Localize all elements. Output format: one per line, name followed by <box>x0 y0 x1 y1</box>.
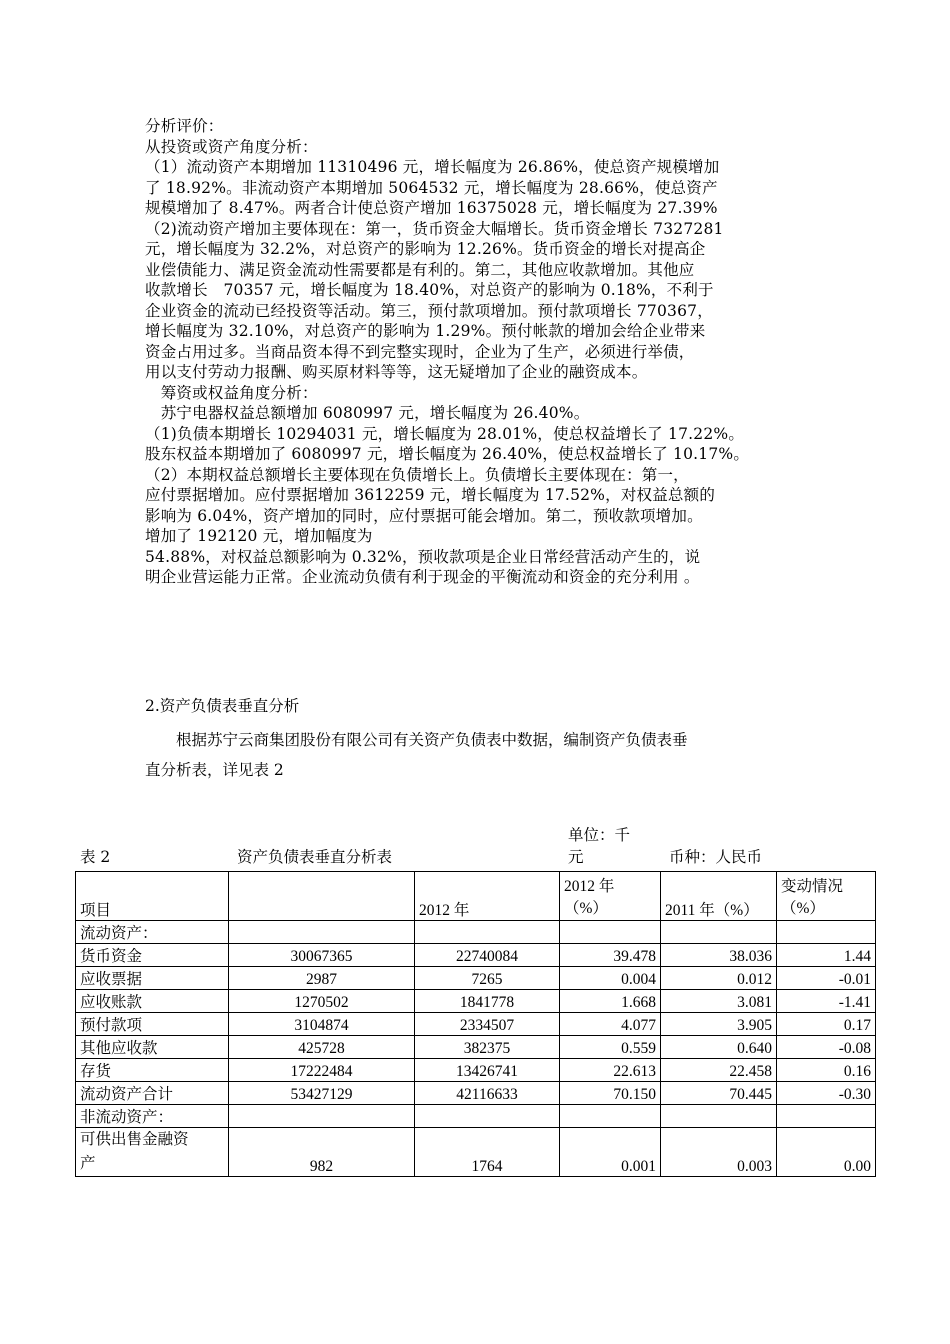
equity-line: 应付票据增加。应付票据增加 3612259 元，增长幅度为 17.52%，对权益总额的 <box>145 486 716 504</box>
cell-a: 30067365 <box>229 944 415 967</box>
cell-change <box>777 921 876 944</box>
cell-item: 其他应收款 <box>76 1036 229 1059</box>
cell-p2011: 0.640 <box>661 1036 777 1059</box>
header-2012-pct-line2: （%） <box>564 900 608 917</box>
cell-change: 0.00 <box>777 1128 876 1177</box>
header-col2 <box>229 872 415 921</box>
equity-line: 54.88%，对权益总额影响为 0.32%，预收款项是企业日常经营活动产生的，说 <box>145 547 701 566</box>
asset-line: 元，增长幅度为 32.2%，对总资产的影响为 12.26%。货币资金的增长对提高企 <box>145 240 706 258</box>
cell-item: 流动资产： <box>76 921 229 944</box>
cell-item <box>76 1128 229 1177</box>
cell-change: -0.01 <box>777 967 876 990</box>
cell-p2012: 0.001 <box>560 1128 661 1177</box>
intro-line: 根据苏宁云商集团股份有限公司有关资产负债表中数据，编制资产负债表垂 <box>145 731 688 749</box>
cell-a <box>229 921 415 944</box>
cell-change: 1.44 <box>777 944 876 967</box>
analysis-section <box>145 116 825 588</box>
cell-item: 非流动资产： <box>76 1105 229 1128</box>
equity-line: 增加了 192120 元，增加幅度为 <box>145 527 373 545</box>
table-row <box>76 921 876 944</box>
vertical-analysis-table <box>75 871 876 1177</box>
equity-line: 明企业营运能力正常。企业流动负债有利于现金的平衡流动和资金的充分利用 。 <box>145 568 700 586</box>
cell-b <box>415 1105 560 1128</box>
asset-line: 企业资金的流动已经投资等活动。第三，预付款项增加。预付款项增长 770367， <box>145 301 713 320</box>
equity-line: （1)负债本期增长 10294031 元，增长幅度为 28.01%，使总权益增长了 17.22%。 <box>145 424 745 443</box>
table-row <box>76 1082 876 1105</box>
cell-p2012: 1.668 <box>560 990 661 1013</box>
cell-a: 2987 <box>229 967 415 990</box>
cell-p2012: 22.613 <box>560 1059 661 1082</box>
header-change-line1: 变动情况 <box>781 878 844 895</box>
table-header-row <box>76 872 876 921</box>
cell-p2011: 0.012 <box>661 967 777 990</box>
asset-line: 资金占用过多。当商品资本得不到完整实现时，企业为了生产，必须进行举债， <box>145 342 695 361</box>
equity-line: （2）本期权益总额增长主要体现在负债增长上。负债增长主要体现在：第一， <box>145 465 689 484</box>
table-title: 资产负债表垂直分析表 <box>237 848 393 866</box>
table-row <box>76 1059 876 1082</box>
cell-a: 982 <box>229 1128 415 1177</box>
header-item: 项目 <box>76 872 229 921</box>
cell-p2012 <box>560 921 661 944</box>
table-row <box>76 1105 876 1128</box>
cell-b: 1841778 <box>415 990 560 1013</box>
asset-line: （1）流动资产本期增加 11310496 元，增长幅度为 26.86%，使总资产规模增加 <box>145 158 720 176</box>
cell-change: 0.16 <box>777 1059 876 1082</box>
currency-label: 币种：人民币 <box>669 848 763 866</box>
asset-line: 了 18.92%。非流动资产本期增加 5064532 元，增长幅度为 28.66%，使总资产 <box>145 178 718 197</box>
table-row <box>76 1013 876 1036</box>
cell-p2011: 70.445 <box>661 1082 777 1105</box>
cell-item: 预付款项 <box>76 1013 229 1036</box>
cell-a: 3104874 <box>229 1013 415 1036</box>
cell-p2012 <box>560 1105 661 1128</box>
cell-item: 应收账款 <box>76 990 229 1013</box>
cell-b: 7265 <box>415 967 560 990</box>
cell-b: 1764 <box>415 1128 560 1177</box>
cell-b: 22740084 <box>415 944 560 967</box>
cell-item: 货币资金 <box>76 944 229 967</box>
table-label: 表 2 <box>80 848 111 866</box>
cell-change: -0.30 <box>777 1082 876 1105</box>
cell-change: -1.41 <box>777 990 876 1013</box>
table-row <box>76 1128 876 1177</box>
cell-b: 2334507 <box>415 1013 560 1036</box>
asset-line: 规模增加了 8.47%。两者合计使总资产增加 16375028 元，增长幅度为 27.39% <box>145 199 718 217</box>
cell-b: 42116633 <box>415 1082 560 1105</box>
intro-line: 直分析表，详见表 2 <box>145 761 284 779</box>
asset-line: 用以支付劳动力报酬、购买原材料等等，这无疑增加了企业的融资成本。 <box>145 363 648 381</box>
cell-p2011: 0.003 <box>661 1128 777 1177</box>
cell-item: 存货 <box>76 1059 229 1082</box>
cell-p2011 <box>661 1105 777 1128</box>
table-row <box>76 944 876 967</box>
header-2012-pct-line1: 2012 年 <box>564 878 615 895</box>
asset-line: 增长幅度为 32.10%，对总资产的影响为 1.29%。预付帐款的增加会给企业带来 <box>145 322 706 340</box>
equity-line: 影响为 6.04%，资产增加的同时，应付票据可能会增加。第二，预收款项增加。 <box>145 506 703 525</box>
header-2011-pct: 2011 年（%） <box>661 872 777 921</box>
cell-p2011 <box>661 921 777 944</box>
header-2012-pct <box>560 872 661 921</box>
asset-analysis-heading: 从投资或资产角度分析： <box>145 137 318 156</box>
cell-item: 流动资产合计 <box>76 1082 229 1105</box>
cell-a <box>229 1105 415 1128</box>
cell-change <box>777 1105 876 1128</box>
cell-item-line2: 产 <box>80 1155 96 1172</box>
cell-item: 应收票据 <box>76 967 229 990</box>
cell-change: -0.08 <box>777 1036 876 1059</box>
cell-b: 382375 <box>415 1036 560 1059</box>
table-row <box>76 967 876 990</box>
cell-p2012: 39.478 <box>560 944 661 967</box>
cell-a: 1270502 <box>229 990 415 1013</box>
equity-line: 股东权益本期增加了 6080997 元，增长幅度为 26.40%，使总权益增长了 10.17%。 <box>145 445 750 463</box>
table-row <box>76 1036 876 1059</box>
cell-p2011: 22.458 <box>661 1059 777 1082</box>
cell-a: 17222484 <box>229 1059 415 1082</box>
unit-label-line1: 单位：千 <box>568 826 631 844</box>
unit-label-line2: 元 <box>568 848 584 866</box>
cell-p2012: 4.077 <box>560 1013 661 1036</box>
section-title: 2.资产负债表垂直分析 <box>145 697 300 715</box>
cell-item-line1: 可供出售金融资 <box>80 1131 189 1148</box>
cell-b: 13426741 <box>415 1059 560 1082</box>
cell-p2012: 0.559 <box>560 1036 661 1059</box>
cell-change: 0.17 <box>777 1013 876 1036</box>
cell-p2012: 70.150 <box>560 1082 661 1105</box>
cell-a: 425728 <box>229 1036 415 1059</box>
section-intro <box>145 725 825 785</box>
equity-analysis-heading: 筹资或权益角度分析： <box>145 383 318 402</box>
cell-p2012: 0.004 <box>560 967 661 990</box>
cell-a: 53427129 <box>229 1082 415 1105</box>
asset-line: 业偿债能力、满足资金流动性需要都是有利的。第二，其他应收款增加。其他应 <box>145 260 695 279</box>
cell-p2011: 3.081 <box>661 990 777 1013</box>
header-change-line2: （%） <box>781 900 825 917</box>
asset-line: 收款增长 70357 元，增长幅度为 18.40%，对总资产的影响为 0.18%，不利于 <box>145 281 714 299</box>
header-2012: 2012 年 <box>415 872 560 921</box>
cell-p2011: 38.036 <box>661 944 777 967</box>
equity-line: 苏宁电器权益总额增加 6080997 元，增长幅度为 26.40%。 <box>145 404 590 422</box>
cell-b <box>415 921 560 944</box>
cell-p2011: 3.905 <box>661 1013 777 1036</box>
analysis-heading: 分析评价： <box>145 117 224 135</box>
table-row <box>76 990 876 1013</box>
header-change <box>777 872 876 921</box>
asset-line: （2)流动资产增加主要体现在：第一，货币资金大幅增长。货币资金增长 7327281 <box>145 219 724 238</box>
